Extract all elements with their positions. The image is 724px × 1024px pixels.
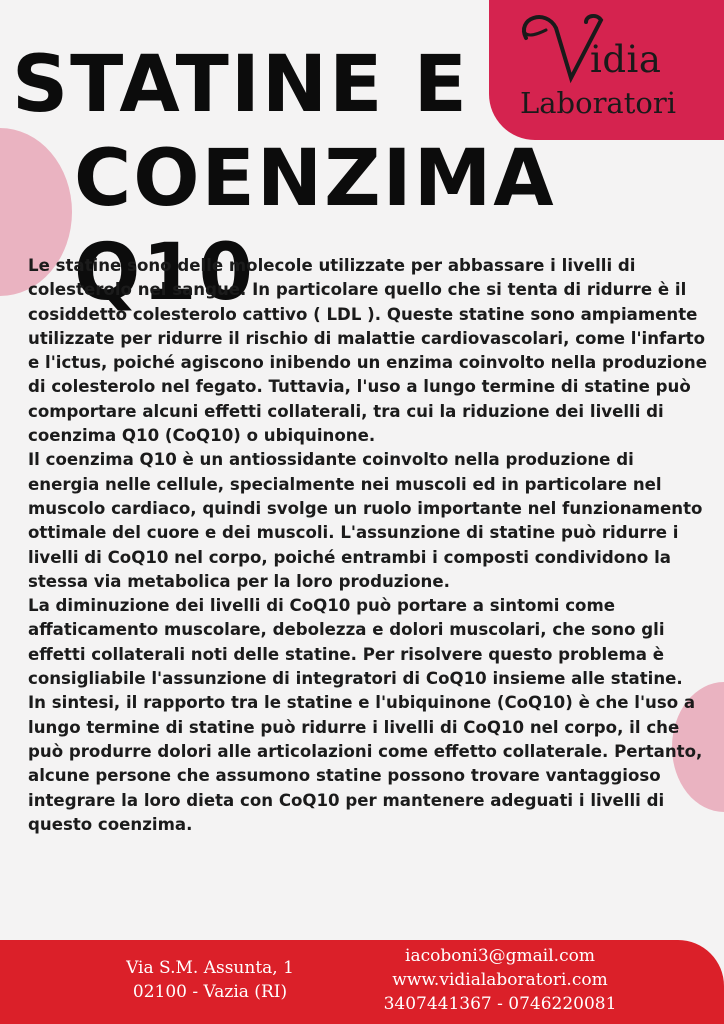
address-street: Via S.M. Assunta, 1 [126, 958, 294, 978]
footer-address [120, 956, 300, 1004]
paragraph-2: Il coenzima Q10 è un antiossidante coinvolto nella produzione di energia nelle cellule, specialmente nei muscoli ed in particolare nel muscolo cardiaco, quindi svolge un ruolo importante nel funzionamento ottimale del cuore e dei muscoli. L'assunzione di statine può ridurre i livelli di CoQ10 nel corpo, poiché entrambi i composti condividono la stessa via metabolica per la loro produzione. [28, 450, 703, 591]
paragraph-4: In sintesi, il rapporto tra le statine e l'ubiquinone (CoQ10) è che l'uso a lungo termine di statine può ridurre i livelli di CoQ10 nel corpo, il che può produrre dolori alle articolazioni come effetto collaterale. Pertanto, alcune persone che assumono statine possono trovare vantaggioso integrare la loro dieta con CoQ10 per mantenere adeguati i livelli di questo coenzima. [28, 693, 703, 834]
title-line-1: STATINE E [12, 40, 469, 130]
contact-website[interactable]: www.vidialaboratori.com [392, 970, 608, 990]
logo-name: idia [590, 38, 662, 81]
paragraph-3: La diminuzione dei livelli di CoQ10 può portare a sintomi come affaticamento muscolare, debolezza e dolori muscolari, che sono gli effetti collaterali noti delle statine. Per risolvere questo problema è consigliabile l'assunzione di integratori di CoQ10 insieme alle statine. [28, 596, 683, 689]
address-city: 02100 - Vazia (RI) [132, 982, 288, 1002]
logo-subtitle: Laboratori [520, 86, 676, 120]
contact-phones: 3407441367 - 0746220081 [383, 994, 617, 1014]
title-line-2: COENZIMA Q10 [74, 134, 556, 318]
contact-email[interactable]: iacoboni3@gmail.com [405, 946, 595, 966]
footer-contact [370, 944, 630, 1016]
paragraph-1: Le statine sono delle molecole utilizzate per abbassare i livelli di colesterolo nel sangue. In particolare quello che si tenta di ridurre è il cosiddetto colesterolo cattivo ( LDL ). Queste statine sono ampiamente utilizzate per ridurre il rischio di malattie cardiovascolari, come l'infarto e l'ictus, poiché agiscono inibendo un enzima coinvolto nella produzione di colesterolo nel fegato. Tuttavia, l'uso a lungo termine di statine può comportare alcuni effetti collaterali, tra cui la riduzione dei livelli di coenzima Q10 (CoQ10) o ubiquinone. [28, 256, 707, 446]
article-body [28, 254, 708, 837]
